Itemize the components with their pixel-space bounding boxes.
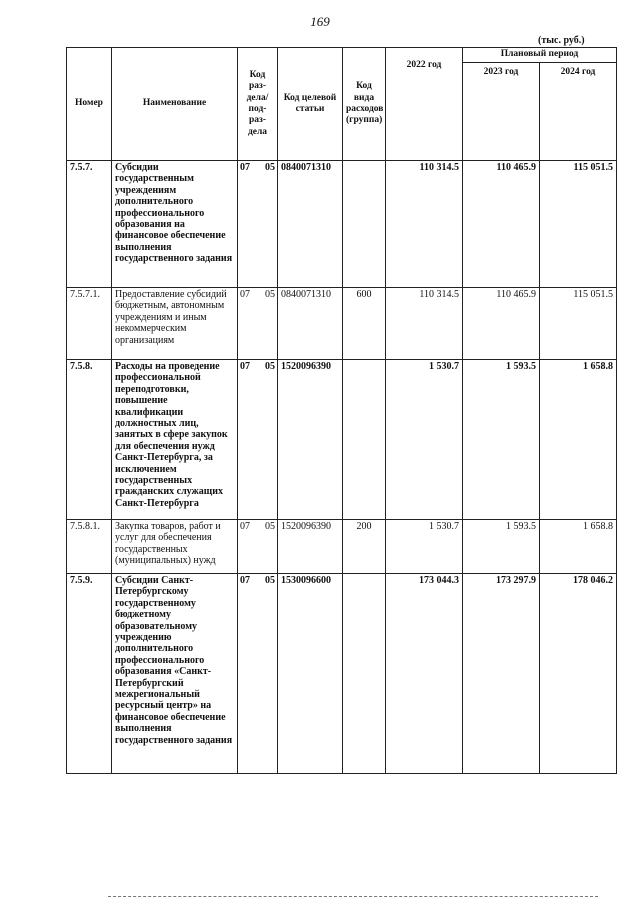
- row-value-2023: 173 297.9: [463, 574, 540, 774]
- row-number: 7.5.8.: [67, 360, 112, 520]
- budget-table: [66, 47, 617, 774]
- row-value-2023: 1 593.5: [463, 360, 540, 520]
- units-label: (тыс. руб.): [538, 35, 585, 46]
- row-expense-code: [343, 161, 386, 288]
- row-section-code: 07: [240, 361, 250, 372]
- row-subsection-code: 05: [265, 361, 275, 372]
- header-target: Код целевой статьи: [278, 48, 343, 161]
- row-value-2024: 178 046.2: [540, 574, 617, 774]
- row-section: [238, 288, 278, 360]
- row-subsection-code: 05: [265, 575, 275, 586]
- table-row: [67, 161, 617, 288]
- row-name: Закупка товаров, работ и услуг для обеспечения государственных (муниципальных) нужд: [112, 520, 238, 574]
- header-name: Наименование: [112, 48, 238, 161]
- table-row: [67, 520, 617, 574]
- row-section-code: 07: [240, 289, 250, 300]
- row-section-code: 07: [240, 162, 250, 173]
- row-number: 7.5.7.: [67, 161, 112, 288]
- row-target-code: 1520096390: [278, 360, 343, 520]
- header-planned: Плановый период: [463, 48, 617, 63]
- table-row: [67, 288, 617, 360]
- row-section: [238, 161, 278, 288]
- row-number: 7.5.9.: [67, 574, 112, 774]
- row-name: Субсидии государственным учреждениям дополнительного профессионального образования на финансовое обеспечение выполнения государственного задания: [112, 161, 238, 288]
- row-value-2024: 1 658.8: [540, 360, 617, 520]
- page-number: 169: [310, 14, 330, 29]
- header-2024: 2024 год: [540, 63, 617, 161]
- row-number: 7.5.7.1.: [67, 288, 112, 360]
- row-value-2024: 115 051.5: [540, 161, 617, 288]
- row-subsection-code: 05: [265, 521, 275, 532]
- table-row: [67, 574, 617, 774]
- row-value-2022: 110 314.5: [386, 288, 463, 360]
- table-row: [67, 360, 617, 520]
- bottom-rule: [108, 896, 598, 898]
- row-value-2023: 110 465.9: [463, 161, 540, 288]
- row-value-2022: 110 314.5: [386, 161, 463, 288]
- row-expense-code: 600: [343, 288, 386, 360]
- row-number: 7.5.8.1.: [67, 520, 112, 574]
- row-name: Предоставление субсидий бюджетным, автономным учреждениям и иным некоммерческим организациям: [112, 288, 238, 360]
- row-section: [238, 520, 278, 574]
- row-section: [238, 360, 278, 520]
- row-value-2024: 1 658.8: [540, 520, 617, 574]
- header-number: Номер: [67, 48, 112, 161]
- row-value-2022: 173 044.3: [386, 574, 463, 774]
- header-expense: Код вида расходов (группа): [343, 48, 386, 161]
- row-target-code: 1520096390: [278, 520, 343, 574]
- row-section-code: 07: [240, 575, 250, 586]
- header-2022: 2022 год: [386, 48, 463, 161]
- row-section-code: 07: [240, 521, 250, 532]
- row-value-2023: 1 593.5: [463, 520, 540, 574]
- row-expense-code: [343, 574, 386, 774]
- row-section: [238, 574, 278, 774]
- header-section: Код раз-дела/ под-раз-дела: [238, 48, 278, 161]
- row-name: Расходы на проведение профессиональной переподготовки, повышение квалификации должностных лиц, занятых в сфере закупок для обеспечения нужд Санкт-Петербурга, за исключением государственных гражданских служащих Санкт-Петербурга: [112, 360, 238, 520]
- row-value-2024: 115 051.5: [540, 288, 617, 360]
- row-target-code: 1530096600: [278, 574, 343, 774]
- row-target-code: 0840071310: [278, 288, 343, 360]
- row-target-code: 0840071310: [278, 161, 343, 288]
- row-subsection-code: 05: [265, 289, 275, 300]
- header-2023: 2023 год: [463, 63, 540, 161]
- row-name: Субсидии Санкт-Петербургскому государственному бюджетному образовательному учреждению дополнительного профессионального образования «Санкт-Петербургский межрегиональный ресурсный центр» на финансовое обеспечение выполнения государственного задания: [112, 574, 238, 774]
- row-value-2022: 1 530.7: [386, 520, 463, 574]
- row-subsection-code: 05: [265, 162, 275, 173]
- row-expense-code: [343, 360, 386, 520]
- row-value-2023: 110 465.9: [463, 288, 540, 360]
- row-value-2022: 1 530.7: [386, 360, 463, 520]
- row-expense-code: 200: [343, 520, 386, 574]
